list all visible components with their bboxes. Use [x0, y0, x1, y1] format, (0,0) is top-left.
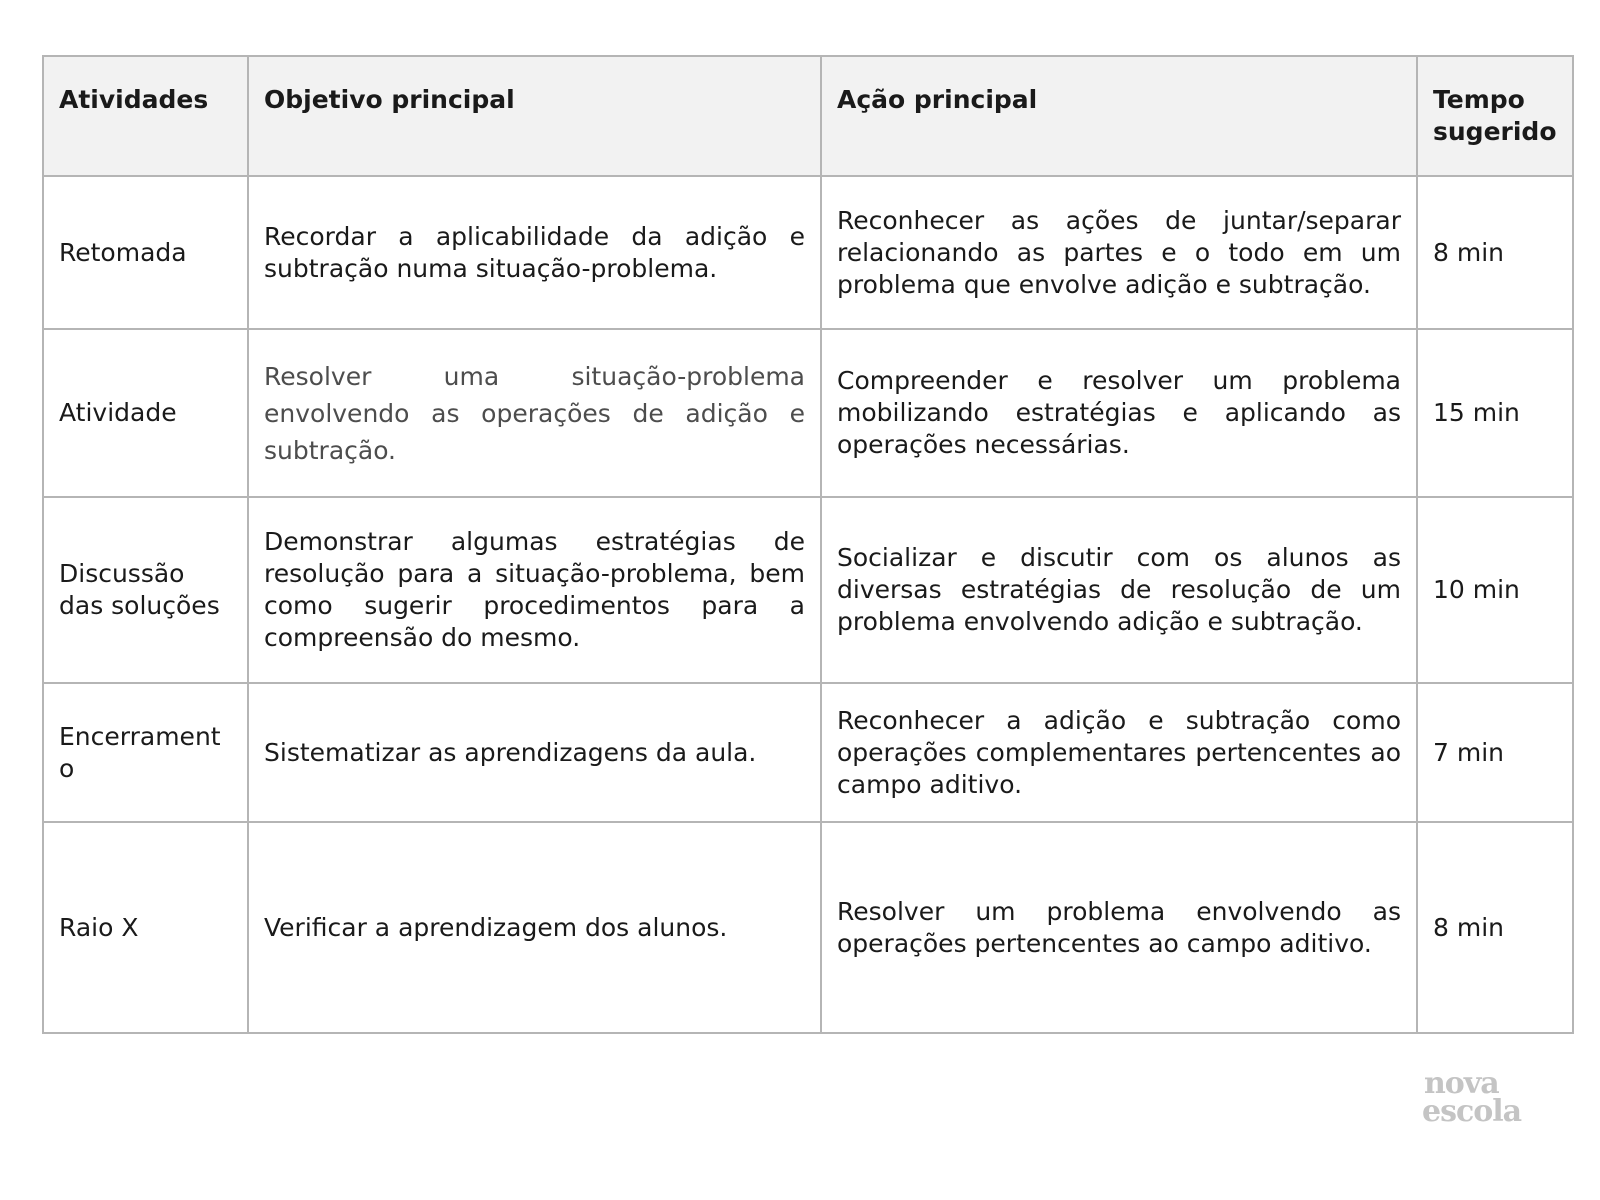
- cell-atividade: Encerramento: [43, 683, 248, 822]
- cell-tempo: 15 min: [1417, 329, 1573, 497]
- cell-acao: Socializar e discutir com os alunos as diversas estratégias de resolução de um problema envolvendo adição e subtração.: [821, 497, 1417, 683]
- cell-acao: Resolver um problema envolvendo as operações pertencentes ao campo aditivo.: [821, 822, 1417, 1033]
- lesson-plan-table: [42, 55, 1574, 1034]
- cell-objetivo: Demonstrar algumas estratégias de resolução para a situação-problema, bem como sugerir procedimentos para a compreensão do mesmo.: [248, 497, 821, 683]
- logo-line-2: escola: [1422, 1094, 1522, 1129]
- header-tempo: Tempo sugerido: [1417, 56, 1573, 176]
- cell-acao: Reconhecer a adição e subtração como operações complementares pertencentes ao campo aditivo.: [821, 683, 1417, 822]
- table-row: [43, 497, 1573, 683]
- cell-tempo: 10 min: [1417, 497, 1573, 683]
- cell-acao: Reconhecer as ações de juntar/separar relacionando as partes e o todo em um problema que envolve adição e subtração.: [821, 176, 1417, 329]
- cell-tempo: 8 min: [1417, 822, 1573, 1033]
- nova-escola-logo: [1422, 1066, 1542, 1129]
- cell-atividade: Atividade: [43, 329, 248, 497]
- header-atividades: Atividades: [43, 56, 248, 176]
- table-row: [43, 329, 1573, 497]
- cell-atividade: Raio X: [43, 822, 248, 1033]
- table-header: [43, 56, 1573, 176]
- cell-atividade: Discussão das soluções: [43, 497, 248, 683]
- cell-tempo: 8 min: [1417, 176, 1573, 329]
- table-row: [43, 683, 1573, 822]
- cell-objetivo: Sistematizar as aprendizagens da aula.: [248, 683, 821, 822]
- table-row: [43, 822, 1573, 1033]
- header-objetivo: Objetivo principal: [248, 56, 821, 176]
- header-acao: Ação principal: [821, 56, 1417, 176]
- logo-line-1: nova: [1424, 1066, 1499, 1101]
- table-row: [43, 176, 1573, 329]
- cell-objetivo: Verificar a aprendizagem dos alunos.: [248, 822, 821, 1033]
- cell-acao: Compreender e resolver um problema mobilizando estratégias e aplicando as operações necessárias.: [821, 329, 1417, 497]
- header-row: [43, 56, 1573, 176]
- cell-objetivo: Recordar a aplicabilidade da adição e subtração numa situação-problema.: [248, 176, 821, 329]
- cell-objetivo: Resolver uma situação-problema envolvendo as operações de adição e subtração.: [248, 329, 821, 497]
- cell-tempo: 7 min: [1417, 683, 1573, 822]
- cell-atividade: Retomada: [43, 176, 248, 329]
- table-body: [43, 176, 1573, 1033]
